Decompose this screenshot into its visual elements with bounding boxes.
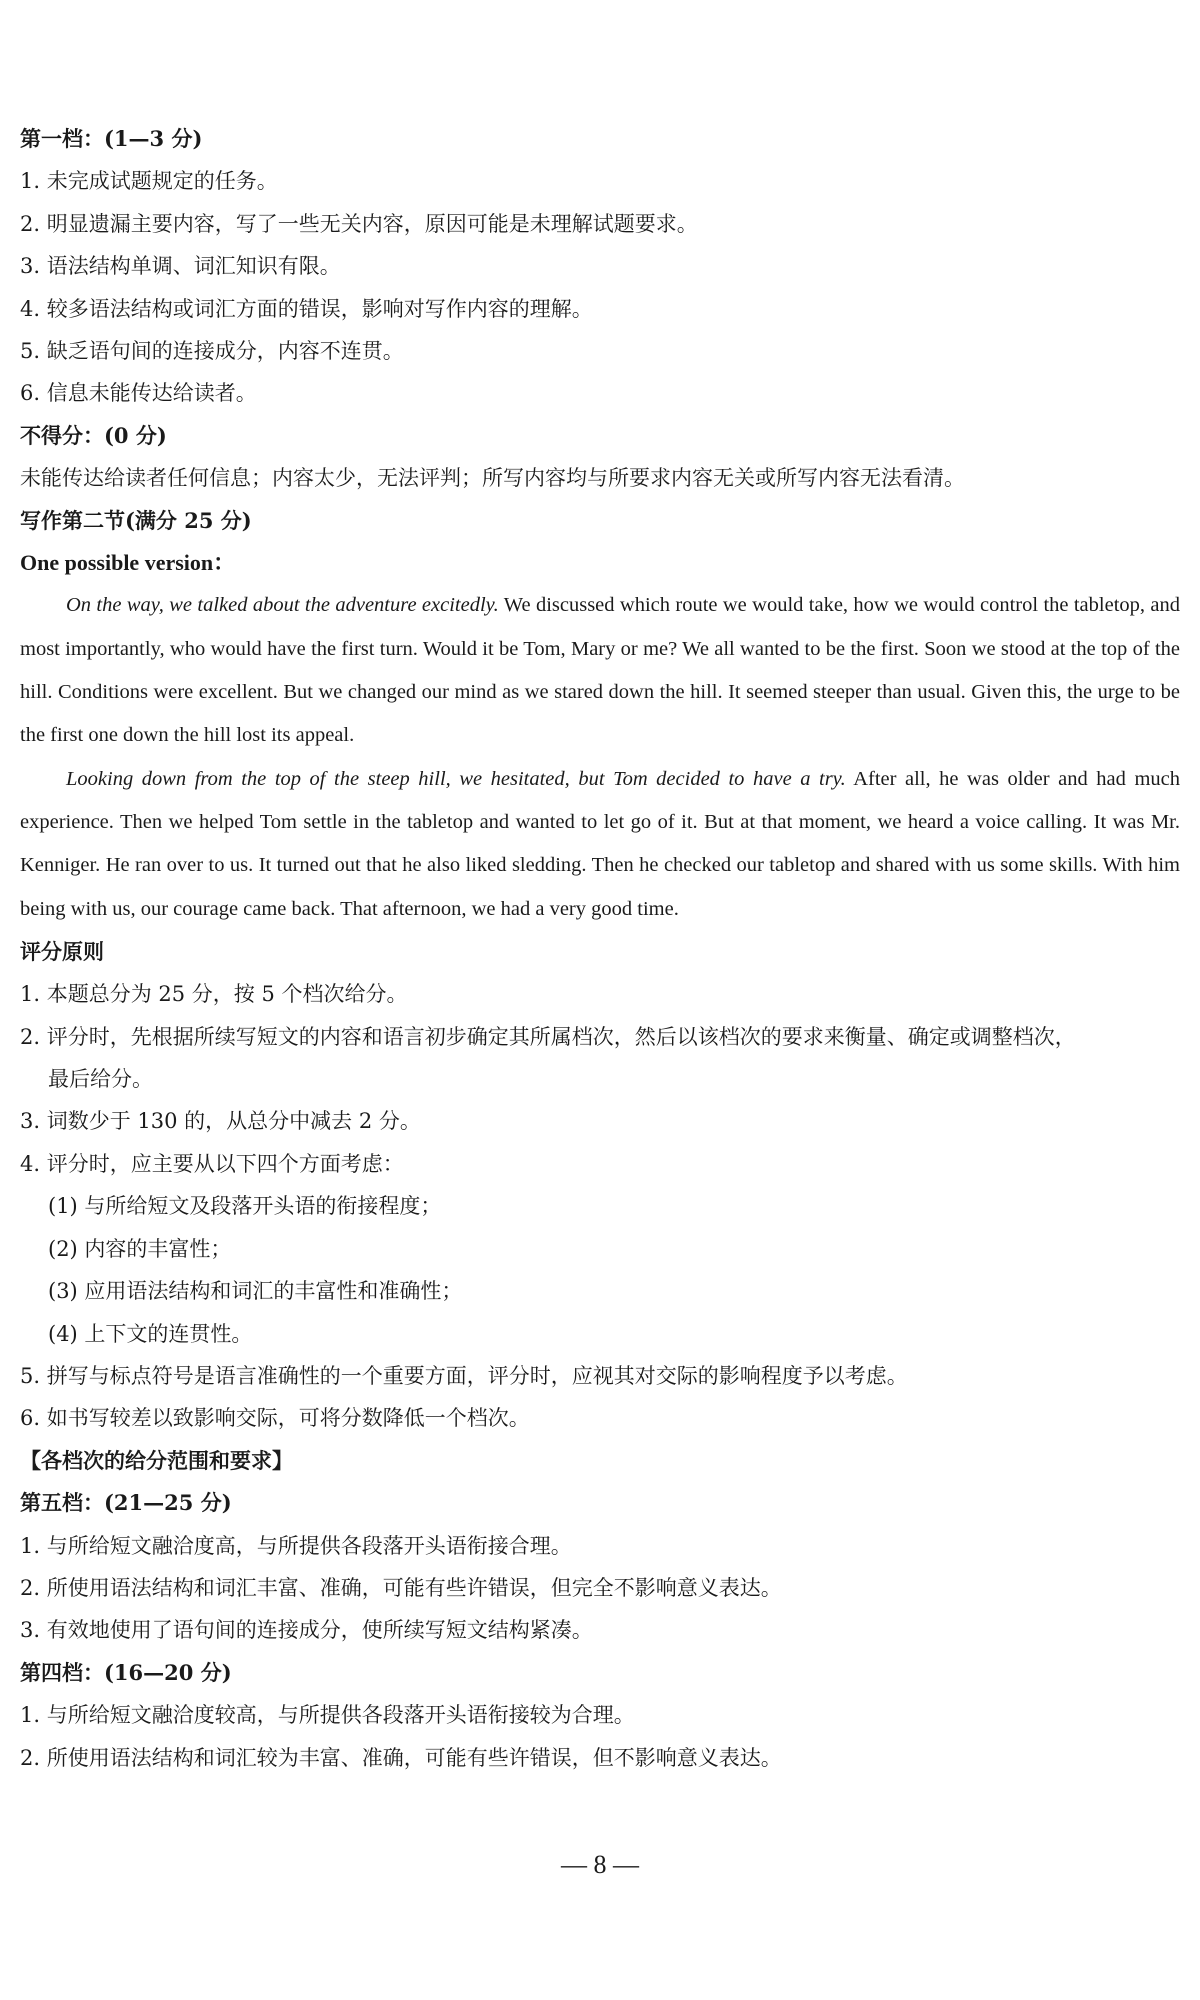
tier0-text: 未能传达给读者任何信息；内容太少，无法评判；所写内容均与所要求内容无关或所写内容无法看清。 <box>20 466 965 491</box>
tier4-heading: 第四档：(16—20 分) <box>20 1659 232 1685</box>
ranges-heading: 【各档次的给分范围和要求】 <box>20 1447 293 1473</box>
tier4-item: 1. 与所给短文融洽度较高，与所提供各段落开头语衔接较为合理。 <box>20 1703 635 1728</box>
tier1-item: 6. 信息未能传达给读者。 <box>20 381 257 406</box>
answer-key-page <box>20 118 1180 1779</box>
tier1-item: 1. 未完成试题规定的任务。 <box>20 169 278 194</box>
tier5-item: 3. 有效地使用了语句间的连接成分，使所续写短文结构紧凑。 <box>20 1618 593 1643</box>
essay-para1-body: We discussed which route we would take, how we would control the tabletop, and most importantly, who would have the first turn. Would it be Tom, Mary or me? We all wanted to be the first. Soon we stood at the top of the hill. Conditions were excellent. But we changed our mind as we stared down the hill. It seemed steeper than usual. Given this, the urge to be the first one down the hill lost its appeal. <box>20 594 1180 747</box>
tier1-heading: 第一档：(1—3 分) <box>20 126 203 151</box>
version-label: One possible version： <box>20 550 236 576</box>
principle-sub-item: (1) 与所给短文及段落开头语的衔接程度； <box>48 1194 442 1219</box>
essay-paragraph-2 <box>20 758 1180 931</box>
principle-item: 1. 本题总分为 25 分，按 5 个档次给分。 <box>20 982 408 1007</box>
essay-para2-opening: Looking down from the top of the steep hill, we hesitated, but Tom decided to have a try. <box>66 767 846 790</box>
tier1-item: 4. 较多语法结构或词汇方面的错误，影响对写作内容的理解。 <box>20 296 593 321</box>
tier5-item: 1. 与所给短文融洽度高，与所提供各段落开头语衔接合理。 <box>20 1533 572 1558</box>
tier1-item: 5. 缺乏语句间的连接成分，内容不连贯。 <box>20 339 404 364</box>
principle-item: 3. 词数少于 130 的，从总分中减去 2 分。 <box>20 1109 421 1134</box>
tier5-item: 2. 所使用语法结构和词汇丰富、准确，可能有些许错误，但完全不影响意义表达。 <box>20 1575 782 1600</box>
principle-item: 5. 拼写与标点符号是语言准确性的一个重要方面，评分时，应视其对交际的影响程度予以考虑。 <box>20 1363 908 1388</box>
tier0-heading: 不得分：(0 分) <box>20 422 167 448</box>
principle-sub-item: (3) 应用语法结构和词汇的丰富性和准确性； <box>48 1279 463 1304</box>
essay-para1-opening: On the way, we talked about the adventure excitedly. <box>66 594 499 617</box>
tier4-item: 2. 所使用语法结构和词汇较为丰富、准确，可能有些许错误，但不影响意义表达。 <box>20 1745 782 1770</box>
principle-item: 2. 评分时，先根据所续写短文的内容和语言初步确定其所属档次，然后以该档次的要求来衡量、确定或调整档次， <box>20 1024 1076 1049</box>
principle-item-continuation: 最后给分。 <box>48 1067 153 1092</box>
tier1-item: 2. 明显遗漏主要内容，写了一些无关内容，原因可能是未理解试题要求。 <box>20 211 698 236</box>
principle-sub-item: (2) 内容的丰富性； <box>48 1236 232 1261</box>
section2-heading: 写作第二节(满分 25 分) <box>20 507 252 533</box>
principle-sub-item: (4) 上下文的连贯性。 <box>48 1321 253 1346</box>
principle-item: 6. 如书写较差以致影响交际，可将分数降低一个档次。 <box>20 1406 530 1431</box>
essay-para2-body: After all, he was older and had much experience. Then we helped Tom settle in the tabletop and wanted to let go of it. But at that moment, we heard a voice calling. It was Mr. Kenniger. He ran over to us. It turned out that he also liked sledding. Then he checked our tabletop and shared with us some skills. With him being with us, our courage came back. That afternoon, we had a very good time. <box>20 767 1180 920</box>
essay-paragraph-1 <box>20 584 1180 757</box>
page-number: — 8 — <box>561 1850 639 1879</box>
tier5-heading: 第五档：(21—25 分) <box>20 1490 232 1516</box>
principles-heading: 评分原则 <box>20 938 104 964</box>
tier1-item: 3. 语法结构单调、词汇知识有限。 <box>20 254 341 279</box>
principle-item: 4. 评分时，应主要从以下四个方面考虑： <box>20 1151 404 1176</box>
